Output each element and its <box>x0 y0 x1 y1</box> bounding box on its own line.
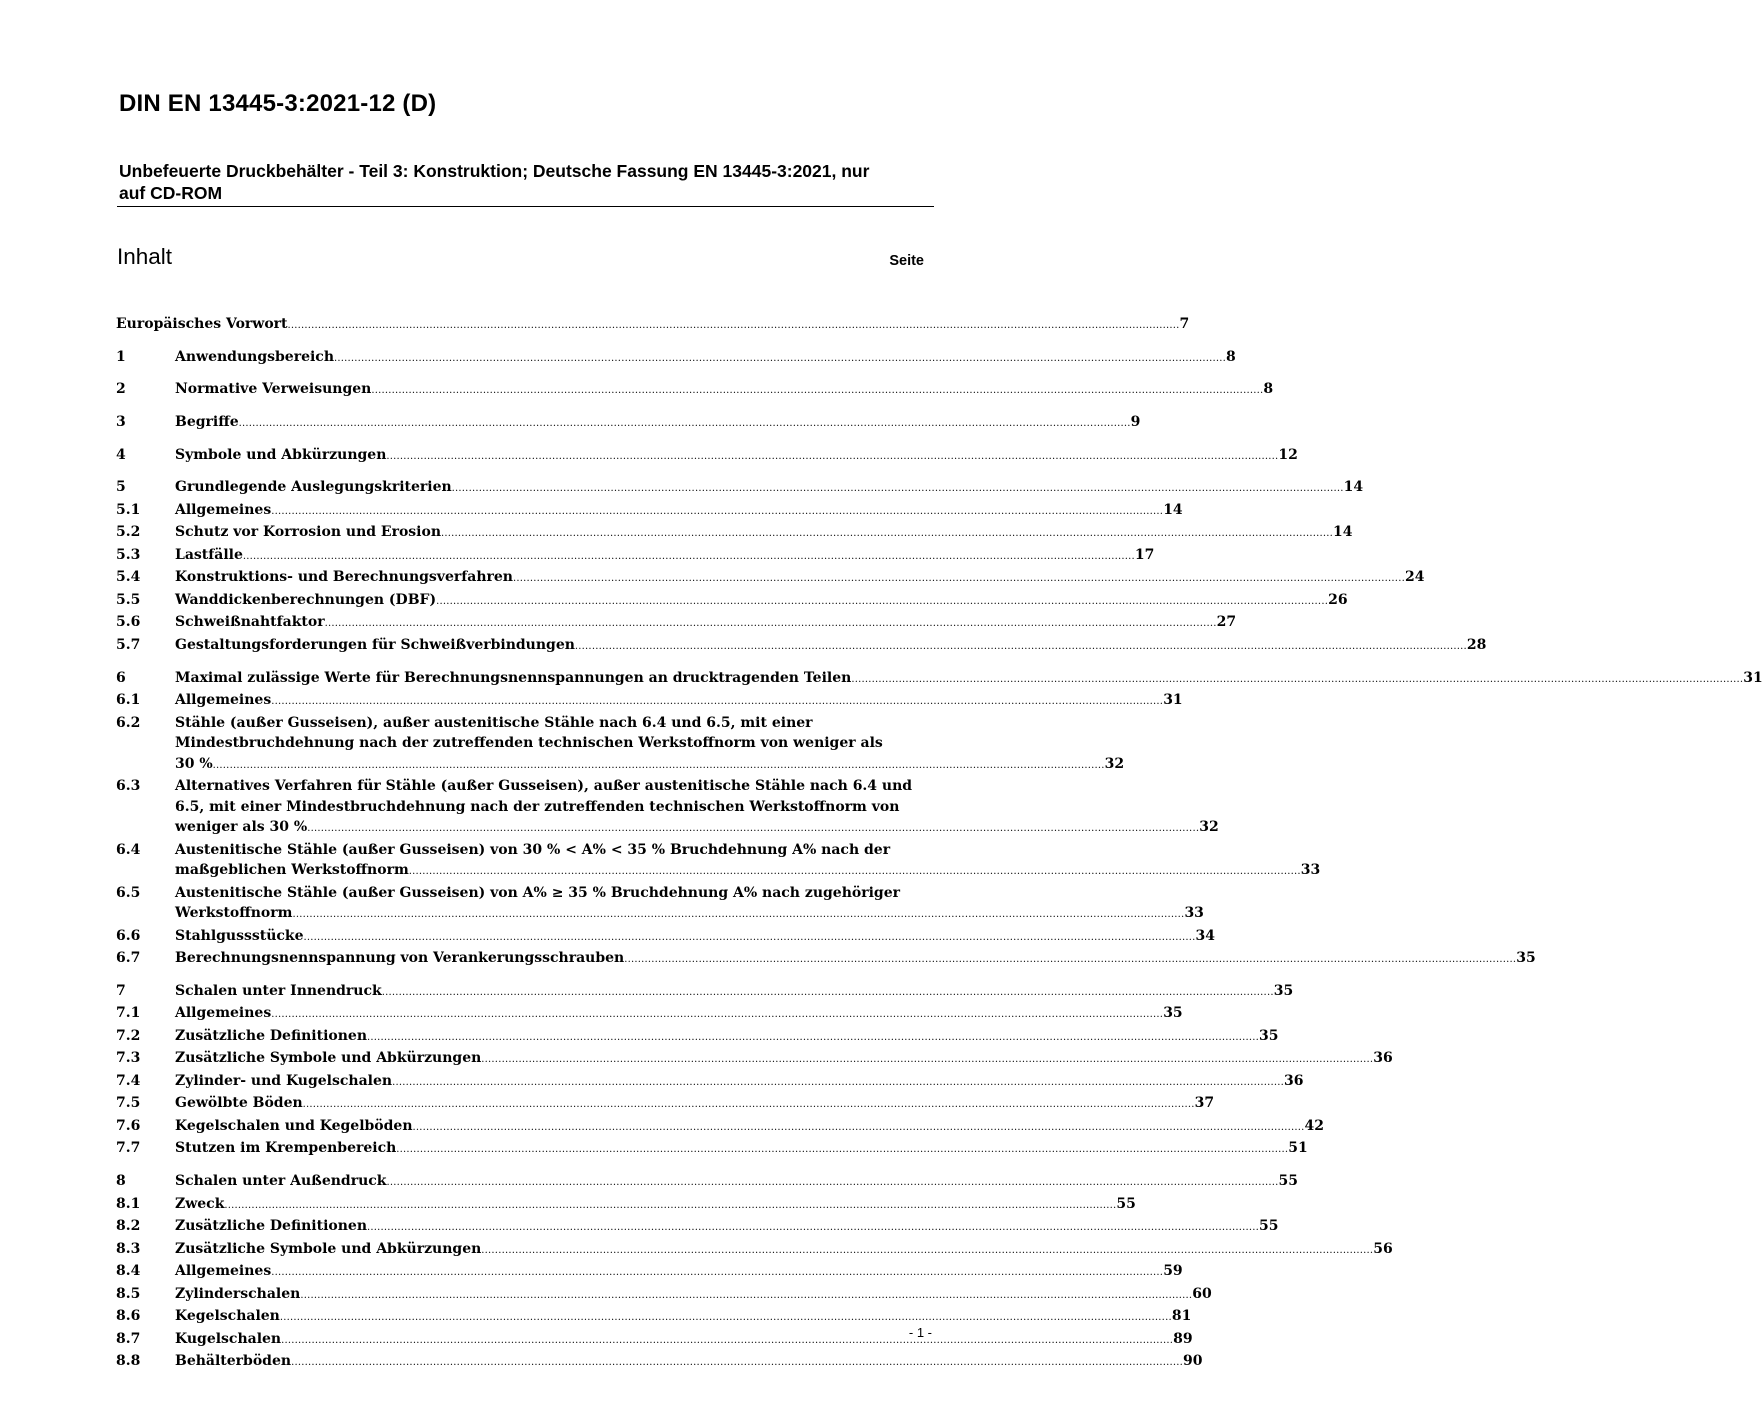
toc-leader-dots <box>224 1194 1116 1217</box>
toc-entry[interactable] <box>116 713 1125 777</box>
toc-entry[interactable] <box>116 635 1487 658</box>
toc-entry-number: 1 <box>116 348 126 365</box>
toc-entry-title-line: 6.5, mit einer Mindestbruchdehnung nach der zutreffenden technischen Werkstoffnorm von <box>175 798 900 815</box>
toc-entry-page: 90 <box>1183 1353 1203 1369</box>
toc-entry-body <box>175 1216 1278 1239</box>
toc-entry-number: 6 <box>116 669 126 686</box>
toc-entry[interactable] <box>116 545 1155 568</box>
toc-entry-body <box>175 713 1124 777</box>
toc-entry-number: 5.5 <box>116 591 141 608</box>
toc-entry[interactable] <box>116 690 1183 713</box>
toc-leader-dots <box>367 1026 1259 1049</box>
toc-entry-body <box>175 612 1236 635</box>
toc-entry-body <box>175 590 1348 613</box>
toc-entry-number: 6.7 <box>116 950 141 967</box>
toc-entry-page: 24 <box>1404 569 1425 586</box>
document-subtitle: Unbefeuerte Druckbehälter - Teil 3: Konstruktion; Deutsche Fassung EN 13445-3:2021, nur auf CD-ROM <box>119 161 870 203</box>
toc-entry[interactable] <box>116 412 1141 435</box>
toc-entry-title: Berechnungsnennspannung von Verankerungsschrauben <box>175 950 625 967</box>
toc-entry-body <box>175 981 1293 1004</box>
toc-leader-dots <box>271 1261 1163 1284</box>
toc-entry-body <box>175 1261 1183 1284</box>
toc-heading: Inhalt <box>117 244 173 269</box>
toc-entry-title: 30 % <box>175 755 213 772</box>
toc-entry-title: Schalen unter Außendruck <box>175 1173 387 1189</box>
toc-leader-dots <box>367 1216 1259 1239</box>
toc-entry-page: 33 <box>1300 862 1321 879</box>
toc-entry-title-line: Austenitische Stähle (außer Gusseisen) von 30 % < A% < 35 % Bruchdehnung A% nach der <box>175 841 891 858</box>
toc-entry-title: Allgemeines <box>175 1005 272 1022</box>
toc-leader-dots <box>392 1071 1284 1094</box>
toc-entry[interactable] <box>116 1093 1215 1116</box>
toc-entry-number: 5.6 <box>116 614 141 631</box>
toc-entry-number: 8.6 <box>116 1308 141 1324</box>
toc-leader-dots <box>239 412 1131 435</box>
toc-entry-body <box>175 379 1273 402</box>
toc-entry-body <box>175 1351 1203 1374</box>
toc-entry[interactable] <box>116 1171 1298 1194</box>
toc-entry-page: 28 <box>1466 636 1487 653</box>
toc-entry[interactable] <box>116 1138 1308 1161</box>
toc-leader-dots <box>575 635 1467 658</box>
toc-entry-page: 55 <box>1116 1195 1136 1212</box>
toc-leader-dots <box>280 1306 1172 1329</box>
toc-entry[interactable] <box>116 1048 1393 1071</box>
toc-leader-dots <box>243 545 1135 568</box>
toc-entry-title: Werkstoffnorm <box>175 905 293 922</box>
toc-entry-page: 34 <box>1195 927 1216 944</box>
toc-entry-title: Symbole und Abkürzungen <box>175 446 387 463</box>
toc-entry[interactable] <box>116 522 1353 545</box>
header-divider <box>117 206 934 207</box>
toc-entry-page: 14 <box>1163 501 1183 518</box>
toc-entry-page: 33 <box>1184 905 1204 922</box>
toc-entry[interactable] <box>116 668 1763 691</box>
toc-leader-dots <box>413 1116 1305 1139</box>
toc-entry[interactable] <box>116 1194 1136 1217</box>
toc-entry-page: 7 <box>1179 316 1190 332</box>
toc-entry-title: Zusätzliche Definitionen <box>175 1027 368 1044</box>
toc-entry-page: 56 <box>1373 1240 1393 1257</box>
toc-entry-title-line: Stähle (außer Gusseisen), außer austenitische Stähle nach 6.4 und 6.5, mit einer <box>175 714 813 731</box>
toc-entry-title: Allgemeines <box>175 692 272 709</box>
toc-entry[interactable] <box>116 612 1237 635</box>
toc-entry-number: 5.1 <box>116 501 141 518</box>
toc-entry-title: Zweck <box>175 1195 225 1212</box>
toc-leader-dots <box>304 926 1196 949</box>
toc-entry-title: Maximal zulässige Werte für Berechnungsnennspannungen an drucktragenden Teilen <box>175 669 852 686</box>
toc-entry-page: 26 <box>1328 591 1348 608</box>
toc-entry-body <box>175 668 1763 691</box>
toc-entry-title: Schweißnahtfaktor <box>175 614 325 631</box>
toc-leader-dots <box>371 379 1263 402</box>
toc-entry-body <box>175 883 1204 926</box>
toc-entry-body <box>175 522 1352 545</box>
toc-entry-page: 35 <box>1273 982 1294 999</box>
toc-leader-dots <box>307 817 1199 840</box>
document-title: DIN EN 13445-3:2021-12 (D) <box>119 90 437 117</box>
toc-entry-body <box>175 477 1363 500</box>
toc-entry-title: Kegelschalen <box>175 1308 280 1324</box>
toc-entry-title: Zusätzliche Symbole und Abkürzungen <box>175 1240 482 1257</box>
toc-entry[interactable] <box>116 1351 1203 1374</box>
toc-entry-page: 14 <box>1333 524 1353 541</box>
toc-entry-title: Zylinderschalen <box>175 1285 301 1302</box>
toc-entry-body <box>175 500 1183 523</box>
toc-entry[interactable] <box>116 1261 1183 1284</box>
toc-entry-title: Grundlegende Auslegungskriterien <box>175 479 452 496</box>
toc-entry[interactable] <box>116 1239 1393 1262</box>
toc-entry-number: 8.2 <box>116 1218 141 1234</box>
toc-entry-title: Allgemeines <box>175 1263 272 1279</box>
toc-entry[interactable] <box>116 347 1236 370</box>
toc-entry-page: 42 <box>1304 1117 1324 1134</box>
toc-entry-number: 6.6 <box>116 927 141 944</box>
toc-entry-page: 55 <box>1259 1218 1279 1234</box>
toc-entry-page: 31 <box>1743 669 1763 686</box>
toc-entry-number: 7.1 <box>116 1005 141 1022</box>
toc-leader-dots <box>481 1239 1373 1262</box>
toc-entry-number: 6.2 <box>116 714 141 731</box>
toc-entry-title: Zusätzliche Symbole und Abkürzungen <box>175 1050 482 1067</box>
toc-entry-number: 6.3 <box>116 778 141 795</box>
toc-entry-number: 8.4 <box>116 1263 141 1279</box>
toc-entry-title: Zusätzliche Definitionen <box>175 1218 368 1234</box>
toc-entry-number: 8.7 <box>116 1330 141 1347</box>
toc-entry-title: Stahlgussstücke <box>175 927 304 944</box>
toc-entry[interactable] <box>116 776 1219 840</box>
toc-leader-dots <box>288 314 1180 337</box>
toc-entry[interactable] <box>116 477 1364 500</box>
toc-entry-number: 8.8 <box>116 1353 141 1369</box>
toc-leader-dots <box>292 903 1184 926</box>
toc-entry-page: 35 <box>1259 1027 1279 1044</box>
toc-leader-dots <box>386 445 1278 468</box>
toc-entry-number: 7.7 <box>116 1140 141 1157</box>
toc-entry-page: 51 <box>1288 1140 1308 1157</box>
toc-entry-page: 27 <box>1216 614 1237 631</box>
toc-entry-number: 8.3 <box>116 1240 141 1257</box>
toc-entry-page: 55 <box>1278 1173 1298 1189</box>
toc-entry[interactable] <box>116 500 1183 523</box>
toc-entry-body <box>175 445 1298 468</box>
toc-entry-title: Europäisches Vorwort <box>116 316 288 332</box>
toc-entry-title: Kegelschalen und Kegelböden <box>175 1117 413 1134</box>
toc-leader-dots <box>281 1329 1173 1352</box>
toc-entry[interactable] <box>116 981 1294 1004</box>
toc-entry[interactable] <box>116 1306 1192 1329</box>
toc-leader-dots <box>271 500 1163 523</box>
toc-leader-dots <box>325 612 1217 635</box>
toc-entry-body <box>175 926 1215 949</box>
toc-entry-title: Lastfälle <box>175 546 243 563</box>
toc-entry-page: 36 <box>1284 1072 1304 1089</box>
toc-entry[interactable] <box>116 1284 1212 1307</box>
toc-leader-dots <box>513 567 1405 590</box>
toc-entry-body <box>175 1116 1324 1139</box>
toc-entry-body <box>175 1284 1212 1307</box>
toc-leader-dots <box>303 1093 1195 1116</box>
toc-entry-body <box>175 567 1424 590</box>
toc-entry-title: maßgeblichen Werkstoffnorm <box>175 862 409 879</box>
toc-entry-page: 8 <box>1225 348 1236 365</box>
toc-entry-number: 7 <box>116 982 126 999</box>
toc-entry-title: Begriffe <box>175 414 239 431</box>
toc-entry-body <box>175 545 1154 568</box>
toc-entry-number: 7.2 <box>116 1027 141 1044</box>
toc-entry-page: 31 <box>1163 692 1183 709</box>
toc-entry-title: Allgemeines <box>175 501 272 518</box>
toc-entry-page: 36 <box>1373 1050 1393 1067</box>
toc-entry[interactable] <box>116 314 1190 337</box>
toc-entry-number: 6.5 <box>116 884 141 901</box>
toc-entry[interactable] <box>116 1071 1304 1094</box>
toc-entry-number: 8.5 <box>116 1285 141 1302</box>
toc-entry-body <box>175 1138 1308 1161</box>
toc-leader-dots <box>386 1171 1278 1194</box>
toc-entry-number: 5.2 <box>116 524 141 541</box>
toc-leader-dots <box>271 1003 1163 1026</box>
toc-entry-number: 5.3 <box>116 546 141 563</box>
toc-entry-title: weniger als 30 % <box>175 819 308 836</box>
toc-leader-dots <box>851 668 1743 691</box>
toc-entry-body <box>175 1026 1278 1049</box>
toc-entry-body <box>175 1093 1214 1116</box>
toc-entry-page: 60 <box>1192 1285 1212 1302</box>
toc-leader-dots <box>291 1351 1183 1374</box>
toc-entry-page: 35 <box>1516 950 1536 967</box>
toc-leader-dots <box>271 690 1163 713</box>
toc-entry-body <box>175 948 1536 971</box>
toc-entry-page: 35 <box>1163 1005 1183 1022</box>
toc-entry-title: Gestaltungsforderungen für Schweißverbindungen <box>175 636 575 653</box>
toc-leader-dots <box>382 981 1274 1004</box>
toc-entry-page: 59 <box>1163 1263 1183 1279</box>
toc-entry-number: 4 <box>116 446 126 463</box>
toc-entry-body <box>175 1306 1191 1329</box>
toc-entry[interactable] <box>116 379 1274 402</box>
toc-entry-number: 5.7 <box>116 636 141 653</box>
toc-entry-number: 5 <box>116 479 126 496</box>
toc-entry-body <box>175 1003 1183 1026</box>
toc-leader-dots <box>624 948 1516 971</box>
page-number: - 1 - <box>908 1325 932 1340</box>
toc-entry-body <box>175 1048 1393 1071</box>
toc-entry[interactable] <box>116 840 1321 883</box>
toc-entry-body <box>175 1071 1304 1094</box>
toc-entry-title-line: Alternatives Verfahren für Stähle (außer Gusseisen), außer austenitische Stähle nach 6.4 und <box>175 778 913 795</box>
toc-entry[interactable] <box>116 445 1298 468</box>
toc-entry-title: Behälterböden <box>175 1353 292 1369</box>
toc-entry-page: 12 <box>1278 446 1298 463</box>
toc-entry-body <box>175 635 1486 658</box>
toc-entry-title: Wanddickenberechnungen (DBF) <box>175 591 437 608</box>
toc-entry[interactable] <box>116 948 1536 971</box>
toc-entry[interactable] <box>116 926 1216 949</box>
toc-entry-title: Schalen unter Innendruck <box>175 982 382 999</box>
toc-entry-title: Konstruktions- und Berechnungsverfahren <box>175 569 513 586</box>
toc-leader-dots <box>213 754 1105 777</box>
toc-entry-number: 6.1 <box>116 692 141 709</box>
toc-entry-title: Kugelschalen <box>175 1330 282 1347</box>
toc-entry[interactable] <box>116 567 1425 590</box>
toc-entry-body <box>175 1239 1393 1262</box>
toc-entry-title: Stutzen im Krempenbereich <box>175 1140 397 1157</box>
toc-entry-page: 81 <box>1171 1308 1192 1324</box>
toc-entry[interactable] <box>116 1003 1183 1026</box>
toc-entry-page: 37 <box>1194 1095 1215 1112</box>
toc-entry-body <box>175 690 1183 713</box>
toc-entry-number: 7.6 <box>116 1117 141 1134</box>
toc-entry-number: 7.4 <box>116 1072 141 1089</box>
toc-entry[interactable] <box>116 590 1348 613</box>
toc-entry-body <box>175 412 1140 435</box>
toc-entry-body <box>175 776 1219 840</box>
toc-entry[interactable] <box>116 1216 1279 1239</box>
toc-leader-dots <box>436 590 1328 613</box>
toc-leader-dots <box>396 1138 1288 1161</box>
toc-entry[interactable] <box>116 1026 1279 1049</box>
toc-entry[interactable] <box>116 883 1204 926</box>
toc-entry-page: 14 <box>1343 479 1364 496</box>
toc-entry-title-line: Austenitische Stähle (außer Gusseisen) von A% ≥ 35 % Bruchdehnung A% nach zugehöriger <box>175 884 900 901</box>
toc-entry-number: 7.5 <box>116 1095 141 1112</box>
toc-entry-title: Gewölbte Böden <box>175 1095 303 1112</box>
toc-entry[interactable] <box>116 1116 1324 1139</box>
toc-entry-page: 32 <box>1199 819 1219 836</box>
toc-entry-body <box>116 314 1189 337</box>
toc-leader-dots <box>409 860 1301 883</box>
table-of-contents <box>116 314 1763 1374</box>
toc-entry-number: 8 <box>116 1173 126 1189</box>
toc-entry-title: Anwendungsbereich <box>175 348 334 365</box>
toc-entry-number: 8.1 <box>116 1195 141 1212</box>
toc-leader-dots <box>452 477 1344 500</box>
toc-entry-number: 5.4 <box>116 569 141 586</box>
toc-leader-dots <box>334 347 1226 370</box>
toc-entry-body <box>175 840 1320 883</box>
toc-entry-number: 6.4 <box>116 841 141 858</box>
toc-entry[interactable] <box>116 1329 1193 1352</box>
toc-entry-page: 17 <box>1134 546 1155 563</box>
toc-entry-number: 3 <box>116 414 126 431</box>
toc-entry-title-line: Mindestbruchdehnung nach der zutreffenden technischen Werkstoffnorm von weniger als <box>175 735 883 752</box>
toc-leader-dots <box>441 522 1333 545</box>
toc-entry-page: 9 <box>1130 414 1141 431</box>
toc-entry-body <box>175 347 1236 370</box>
toc-entry-title: Schutz vor Korrosion und Erosion <box>175 524 442 541</box>
toc-entry-page: 8 <box>1263 381 1274 398</box>
toc-page-label: Seite <box>889 253 924 269</box>
toc-entry-body <box>175 1171 1298 1194</box>
toc-entry-title: Normative Verweisungen <box>175 381 372 398</box>
toc-entry-page: 32 <box>1104 755 1125 772</box>
toc-leader-dots <box>300 1284 1192 1307</box>
toc-entry-number: 2 <box>116 381 126 398</box>
toc-entry-page: 89 <box>1173 1330 1193 1347</box>
toc-entry-body <box>175 1329 1193 1352</box>
toc-leader-dots <box>481 1048 1373 1071</box>
toc-entry-number: 7.3 <box>116 1050 141 1067</box>
toc-entry-body <box>175 1194 1136 1217</box>
toc-entry-title: Zylinder- und Kugelschalen <box>175 1072 393 1089</box>
